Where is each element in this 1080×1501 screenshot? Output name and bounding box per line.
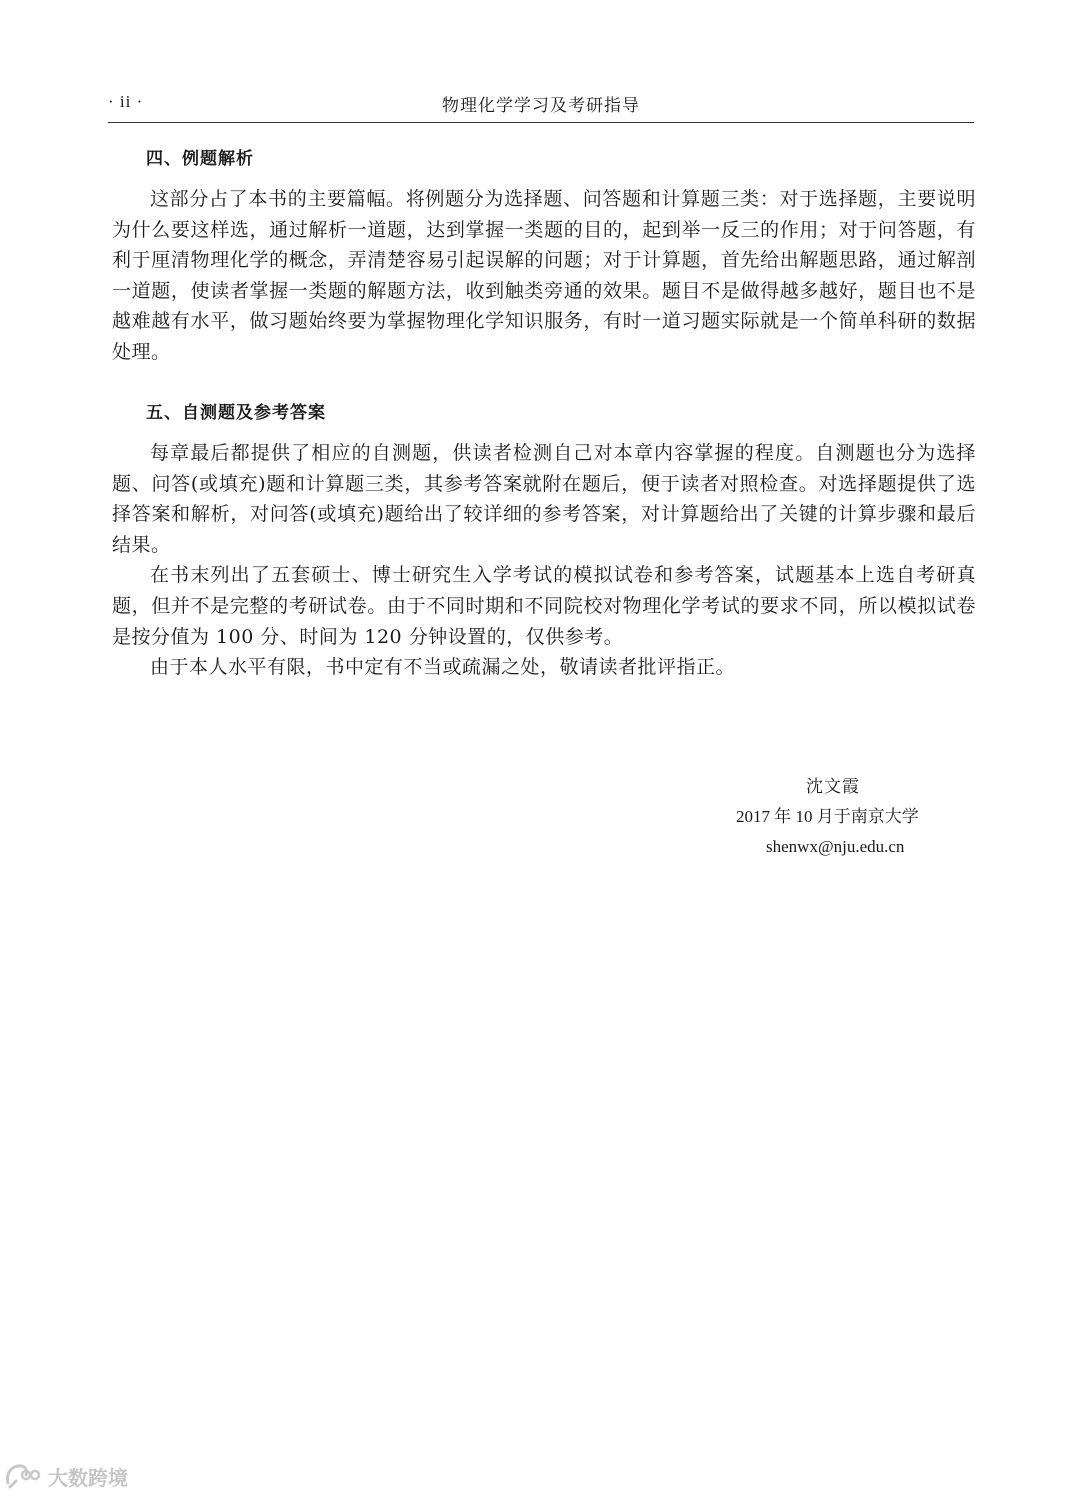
section-heading-self-test: 五、自测题及参考答案	[146, 403, 326, 423]
paragraph: 这部分占了本书的主要篇幅。将例题分为选择题、问答题和计算题三类：对于选择题，主要说明为什么要这样选，通过解析一道题，达到掌握一类题的目的，起到举一反三的作用；对于问答题，有利于厘清物理化学的概念，弄清楚容易引起误解的问题；对于计算题，首先给出解题思路，通过解剖一道题，使读者掌握一类题的解题方法，收到触类旁通的效果。题目不是做得越多越好，题目也不是越难越有水平，做习题始终要为掌握物理化学知识服务，有时一道习题实际就是一个简单科研的数据处理。	[112, 188, 976, 363]
section-examples-body	[112, 184, 976, 368]
paragraph: 由于本人水平有限，书中定有不当或疏漏之处，敬请读者批评指正。	[150, 656, 736, 679]
author-email: shenwx@nju.edu.cn	[766, 837, 905, 856]
watermark	[4, 1461, 128, 1491]
section-self-test-body	[112, 438, 976, 683]
watermark-text: 大数跨境	[48, 1465, 128, 1490]
paragraph: 在书末列出了五套硕士、博士研究生入学考试的模拟试卷和参考答案，试题基本上选自考研真题，但并不是完整的考研试卷。由于不同时期和不同院校对物理化学考试的要求不同，所以模拟试卷是按分值为 100 分、时间为 120 分钟设置的，仅供参考。	[112, 564, 976, 648]
running-title: 物理化学学习及考研指导	[442, 96, 640, 116]
paragraph: 每章最后都提供了相应的自测题，供读者检测自己对本章内容掌握的程度。自测题也分为选择题、问答(或填充)题和计算题三类，其参考答案就附在题后，便于读者对照检查。对选择题提供了选择答案和解析，对问答(或填充)题给出了较详细的参考答案，对计算题给出了关键的计算步骤和最后结果。	[112, 442, 976, 556]
page-number: · ii ·	[108, 92, 144, 111]
signature-date-place: 2017 年 10 月于南京大学	[736, 807, 919, 826]
watermark-logo-icon	[4, 1461, 44, 1491]
author-signature	[736, 772, 936, 862]
author-name: 沈文霞	[806, 777, 860, 797]
page-header	[108, 88, 974, 123]
section-heading-examples: 四、例题解析	[146, 149, 254, 169]
